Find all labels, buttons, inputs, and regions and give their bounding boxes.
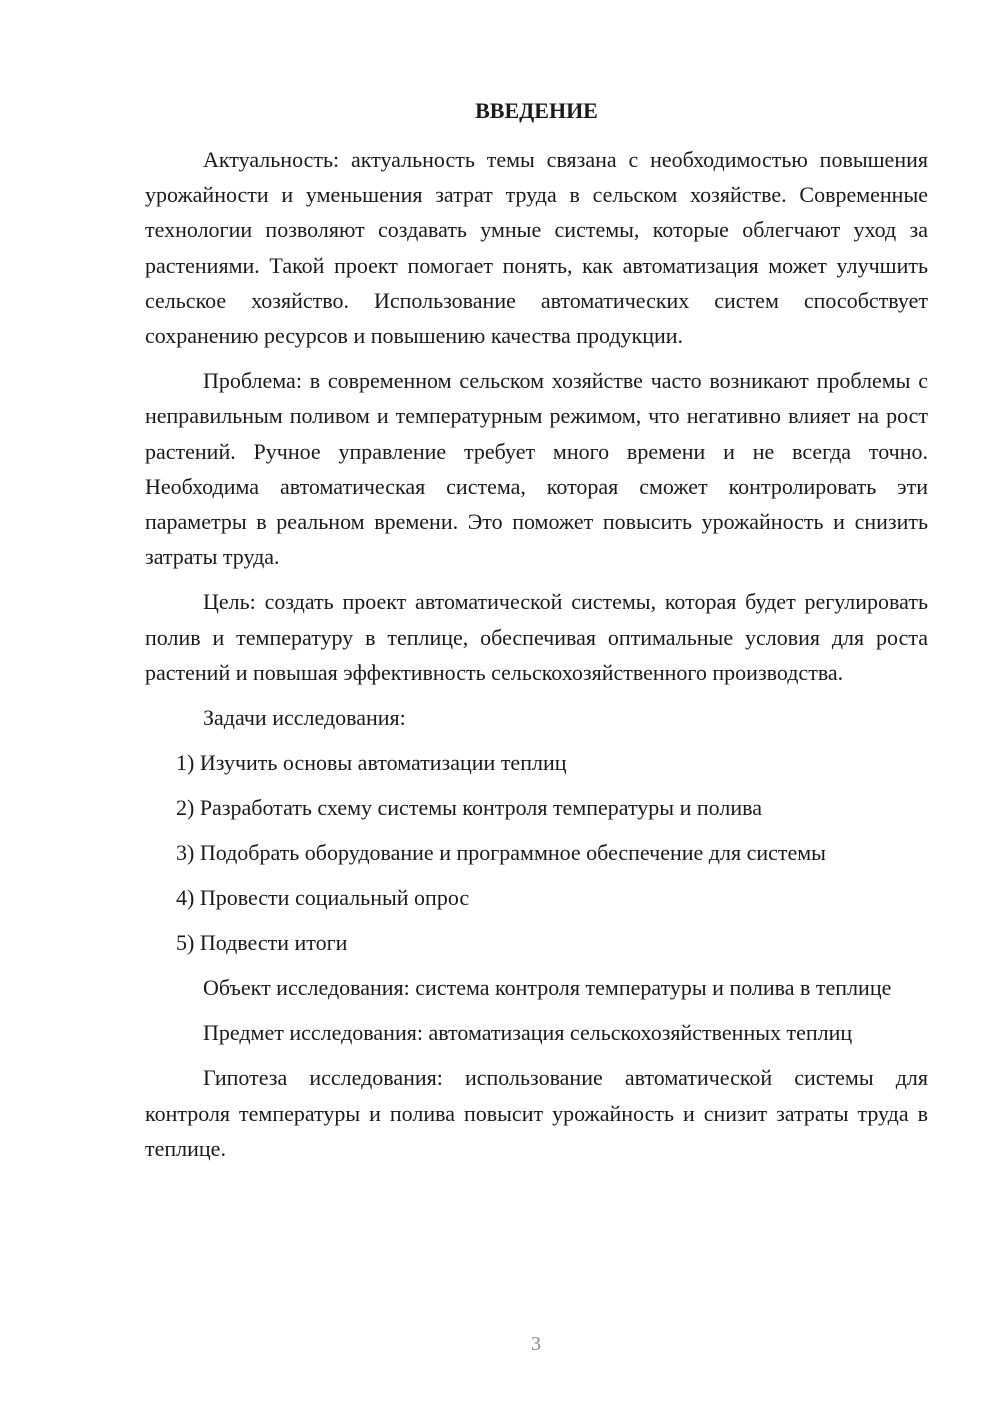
paragraph-relevance: Актуальность: актуальность темы связана с необходимостью повышения урожайности и уменьшения затрат труда в сельском хозяйстве. Современные технологии позволяют создавать умные системы, которые облегчают уход за растениями. Такой проект помогает понять, как автоматизация может улучшить сельское хозяйство. Использование автоматических систем способствует сохранению ресурсов и повышению качества продукции. bbox=[145, 147, 928, 349]
list-item: 4) Провести социальный опрос bbox=[176, 885, 470, 911]
paragraph-subject: Предмет исследования: автоматизация сельскохозяйственных теплиц bbox=[203, 1020, 853, 1046]
tasks-list bbox=[145, 745, 928, 960]
list-item: 1) Изучить основы автоматизации теплиц bbox=[176, 750, 567, 776]
list-item: 5) Подвести итоги bbox=[176, 930, 348, 956]
list-item: 3) Подобрать оборудование и программное обеспечение для системы bbox=[176, 840, 826, 866]
list-item: 2) Разработать схему системы контроля температуры и полива bbox=[176, 795, 762, 821]
paragraph-problem: Проблема: в современном сельском хозяйстве часто возникают проблемы с неправильным поливом и температурным режимом, что негативно влияет на рост растений. Ручное управление требует много времени и не всегда точно. Необходима автоматическая система, которая сможет контролировать эти параметры в реальном времени. Это поможет повысить урожайность и снизить затраты труда. bbox=[145, 368, 928, 570]
section-title: ВВЕДЕНИЕ bbox=[475, 98, 598, 123]
paragraph-object: Объект исследования: система контроля температуры и полива в теплице bbox=[203, 975, 892, 1001]
page-number: 3 bbox=[531, 1333, 541, 1355]
paragraph-goal: Цель: создать проект автоматической системы, которая будет регулировать полив и температуру в теплице, обеспечивая оптимальные условия для роста растений и повышая эффективность сельскохозяйственного производства. bbox=[145, 589, 928, 685]
paragraph-hypothesis: Гипотеза исследования: использование автоматической системы для контроля температуры и полива повысит урожайность и снизит затраты труда в теплице. bbox=[145, 1065, 928, 1161]
document-page bbox=[145, 93, 928, 1176]
tasks-heading: Задачи исследования: bbox=[203, 705, 406, 731]
